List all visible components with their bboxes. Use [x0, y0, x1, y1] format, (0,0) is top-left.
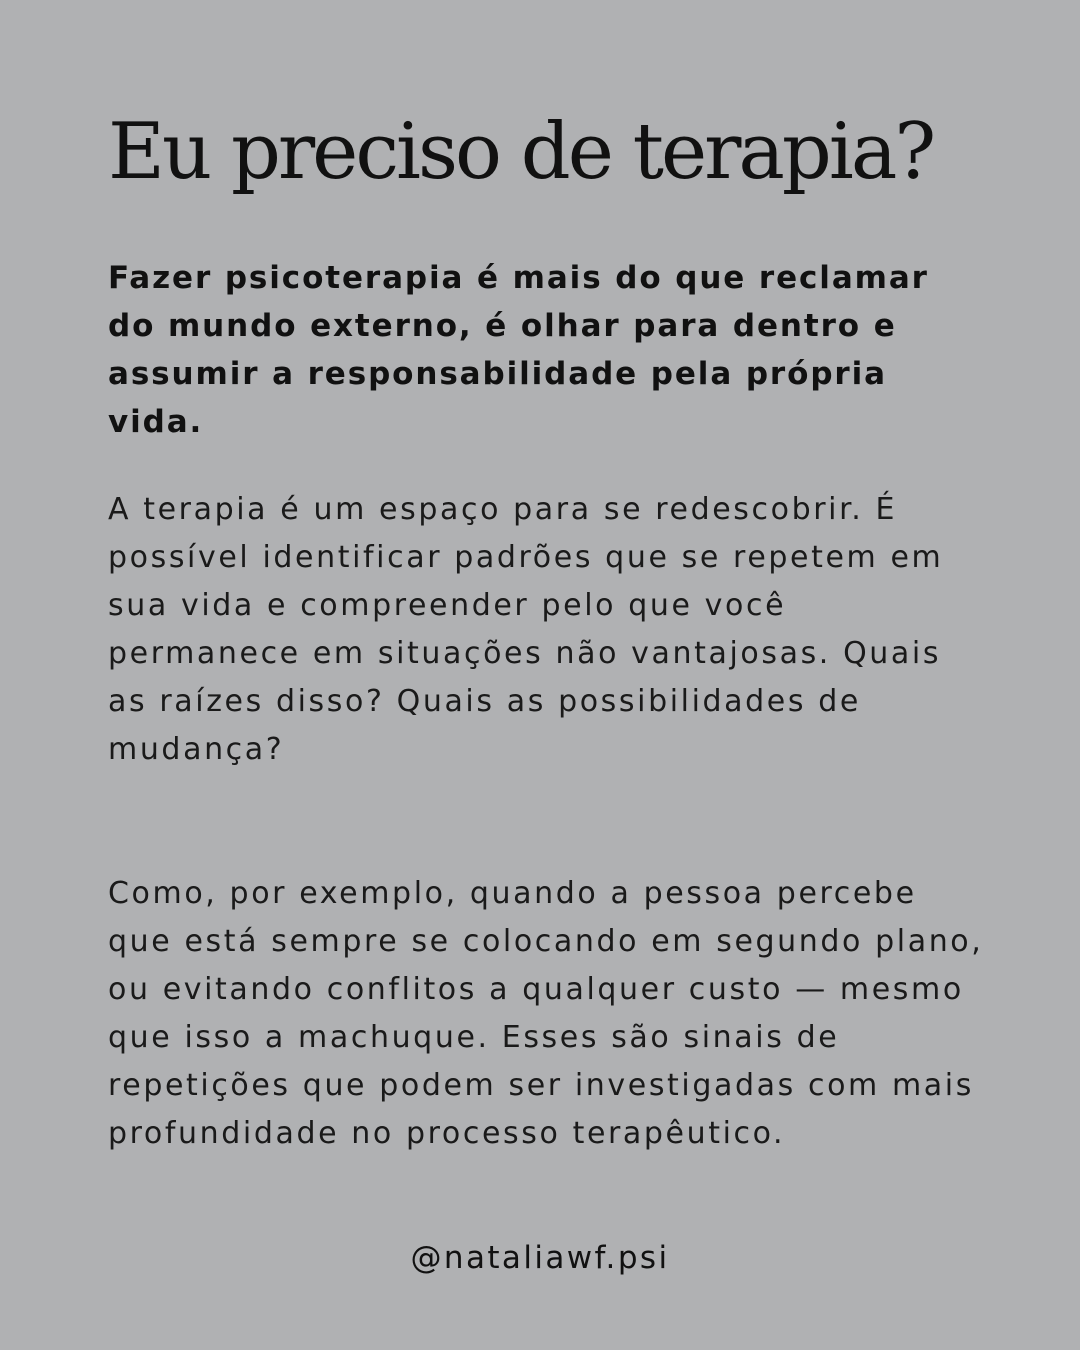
lead-statement: Fazer psicoterapia é mais do que reclamar do mundo externo, é olhar para dentro e assumir a responsabilidade pela própria vida.: [108, 260, 929, 440]
post-title: Eu preciso de terapia?: [108, 107, 934, 197]
body-paragraph-1: A terapia é um espaço para se redescobrir. É possível identificar padrões que se repetem em sua vida e compreender pelo que você permanece em situações não vantajosas. Quais as raízes disso? Quais as possibilidades de mudança?: [108, 492, 944, 767]
instagram-handle: @nataliawf.psi: [410, 1240, 670, 1276]
body-paragraph-2: Como, por exemplo, quando a pessoa percebe que está sempre se colocando em segundo plano, ou evitando conflitos a qualquer custo — mesmo que isso a machuque. Esses são sinais de repetições que podem ser investigadas com mais profundidade no processo terapêutico.: [108, 876, 984, 1151]
